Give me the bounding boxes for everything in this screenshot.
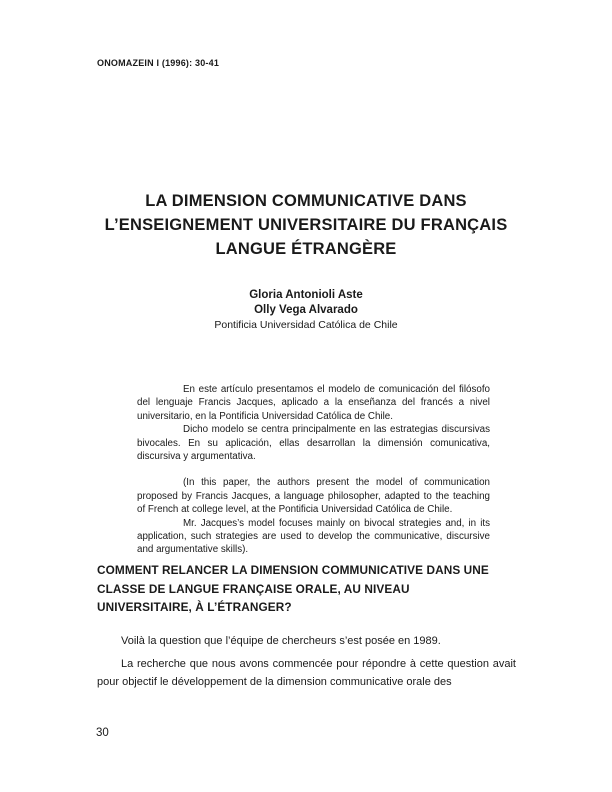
section-heading-line-1: COMMENT RELANCER LA DIMENSION COMMUNICATIVE DANS UNE (97, 563, 489, 577)
journal-citation-header: ONOMAZEIN I (1996): 30-41 (97, 58, 220, 68)
section-heading-line-2: CLASSE DE LANGUE FRANÇAISE ORALE, AU NIVEAU (97, 581, 410, 596)
author-name-2: Olly Vega Alvarado (254, 304, 358, 316)
abstract-spanish (137, 383, 490, 463)
abstract-spanish-paragraph-2: Dicho modelo se centra principalmente en las estrategias discursivas bivocales. En su aplicación, ellas desarrollan la dimensión comunicativa, discursiva y argumentativa. (137, 424, 490, 463)
abstract (137, 383, 490, 557)
author-affiliation: Pontificia Universidad Católica de Chile (214, 319, 398, 331)
body-paragraph-1: Voilà la question que l’équipe de chercheurs s’est posée en 1989. (121, 635, 441, 647)
page-number: 30 (96, 727, 109, 739)
article-title-line-1: LA DIMENSION COMMUNICATIVE DANS (145, 192, 467, 210)
article-title-line-2: L’ENSEIGNEMENT UNIVERSITAIRE DU FRANÇAIS (104, 216, 508, 234)
article-title (97, 189, 515, 261)
article-title-line-3: LANGUE ÉTRANGÈRE (215, 240, 397, 258)
abstract-english (137, 476, 490, 556)
article-body (97, 632, 516, 692)
abstract-english-paragraph-1: (In this paper, the authors present the model of communication proposed by Francis Jacques, a language philosopher, adapted to the teaching of French at college level, at the Pontificia Universidad Católica de Chile. (137, 477, 490, 516)
author-block (97, 288, 515, 333)
section-heading-line-3: UNIVERSITAIRE, À L’ÉTRANGER? (97, 600, 292, 614)
body-paragraph-2: La recherche que nous avons commencée pour répondre à cette question avait pour objectif le développement de la dimension communicative orale des (97, 657, 516, 688)
section-heading (97, 561, 517, 617)
abstract-english-paragraph-2: Mr. Jacques’s model focuses mainly on bivocal strategies and, in its application, such strategies are used to develop the communicative, discursive and argumentative skills). (137, 517, 490, 556)
author-name-1: Gloria Antonioli Aste (249, 289, 363, 301)
abstract-spanish-paragraph-1: En este artículo presentamos el modelo de comunicación del filósofo del lenguaje Francis Jacques, aplicado a la enseñanza del francés a nivel universitario, en la Pontificia Universidad Católica de Chile. (137, 384, 490, 422)
